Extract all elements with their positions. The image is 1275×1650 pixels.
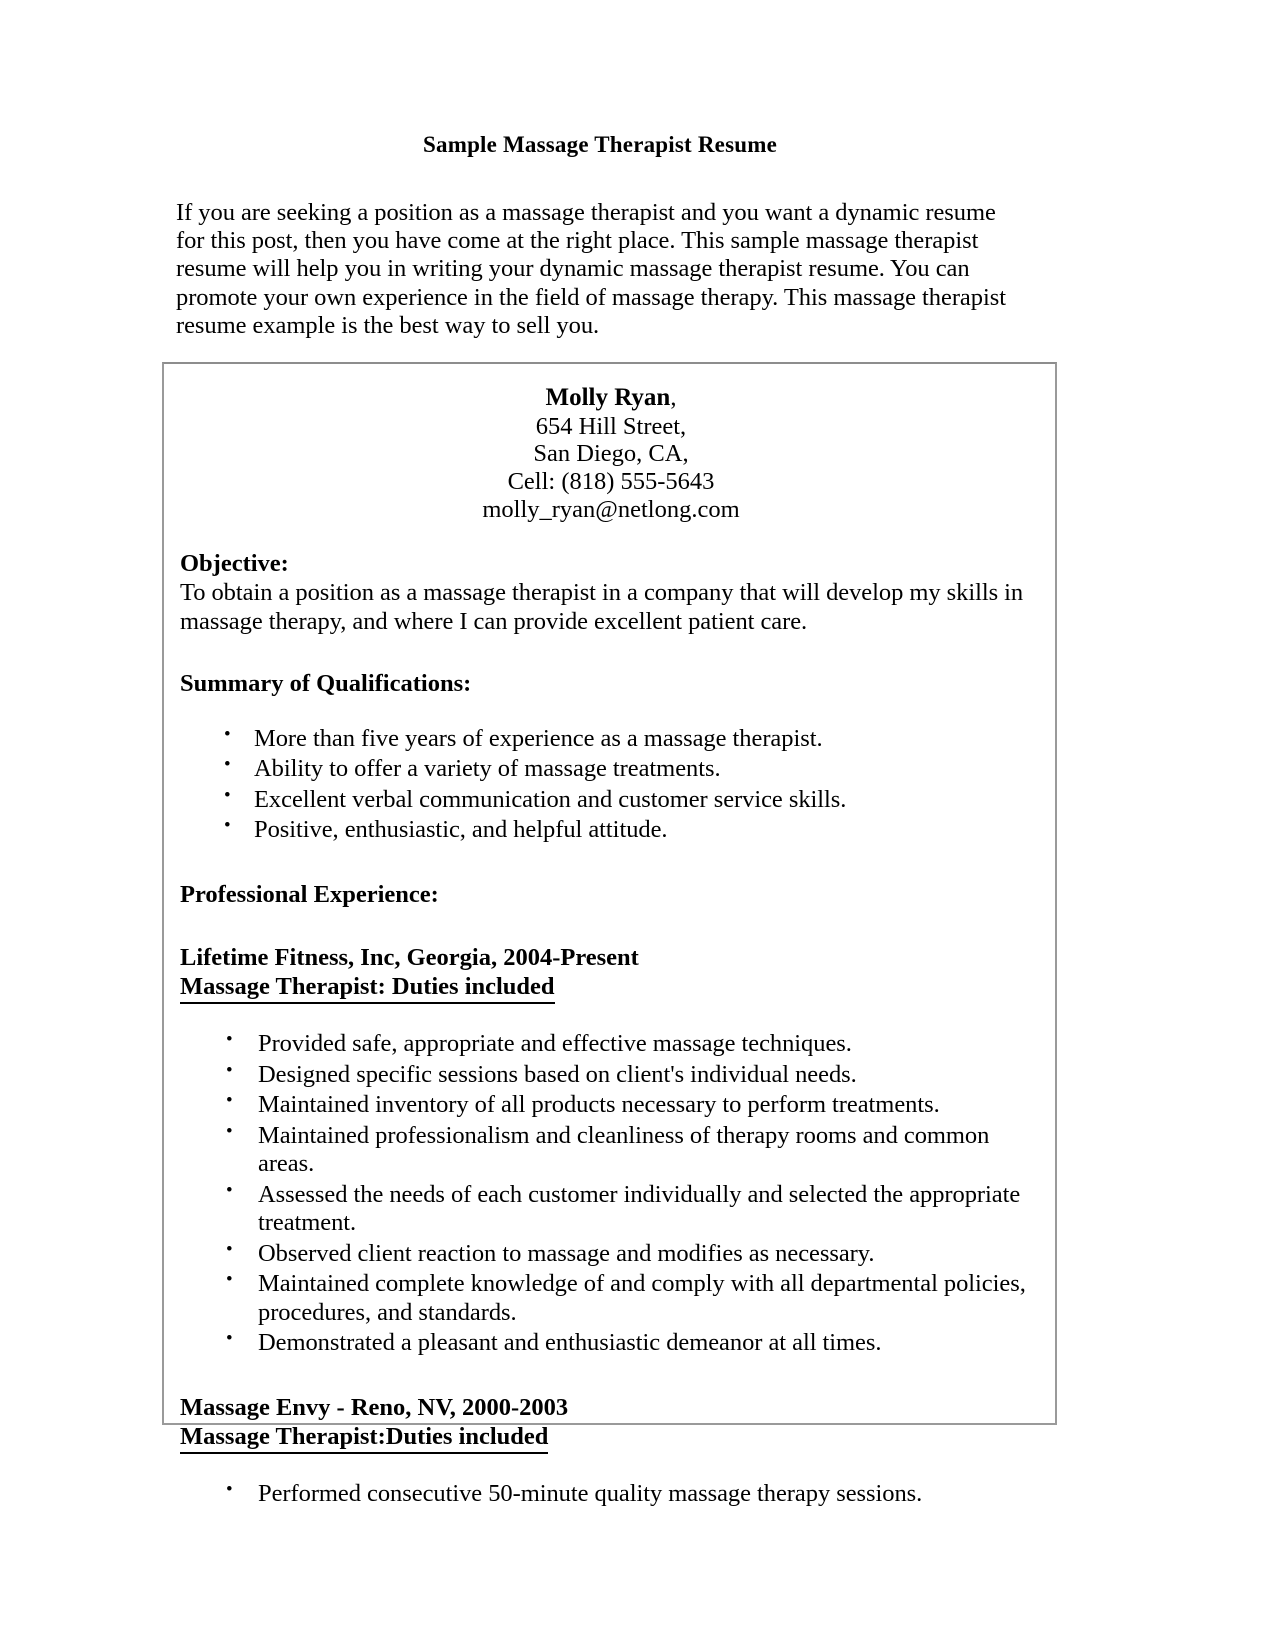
list-item: • More than five years of experience as a massage therapist. — [180, 725, 1042, 754]
contact-email: molly_ryan@netlong.com — [482, 496, 740, 524]
objective-heading: Objective: — [180, 550, 289, 578]
page-title: Sample Massage Therapist Resume — [423, 132, 777, 157]
contact-name-suffix: , — [670, 384, 677, 411]
list-item: • Observed client reaction to massage and modifies as necessary. — [180, 1240, 1042, 1269]
list-item: • Assessed the needs of each customer individually and selected the appropriate treatment. — [180, 1181, 1042, 1238]
list-item: • Performed consecutive 50-minute quality massage therapy sessions. — [180, 1480, 1042, 1509]
list-item: • Provided safe, appropriate and effective massage techniques. — [180, 1030, 1042, 1059]
resume-frame — [162, 362, 1057, 1508]
list-item: • Excellent verbal communication and customer service skills. — [180, 786, 1042, 815]
job-entry — [180, 944, 1042, 1358]
contact-street: 654 Hill Street, — [535, 412, 687, 440]
list-item: • Maintained complete knowledge of and comply with all departmental policies, procedures, and standards. — [180, 1270, 1042, 1327]
summary-section — [180, 670, 1042, 845]
summary-heading: Summary of Qualifications: — [180, 669, 472, 697]
list-item: • Positive, enthusiastic, and helpful attitude. — [180, 816, 1042, 845]
list-item: • Ability to offer a variety of massage treatments. — [180, 755, 1042, 784]
contact-name: Molly Ryan — [545, 384, 671, 411]
objective-text: To obtain a position as a massage therapist in a company that will develop my skills in massage therapy, and where I can provide excellent patient care. — [180, 579, 1024, 635]
job-role: Massage Therapist: Duties included — [180, 973, 555, 1005]
resume-content — [180, 374, 1042, 1511]
list-item: • Demonstrated a pleasant and enthusiastic demeanor at all times. — [180, 1329, 1042, 1358]
summary-list — [180, 725, 1042, 845]
contact-city-state: San Diego, CA, — [533, 440, 689, 468]
experience-section — [180, 881, 1042, 1509]
list-item: • Designed specific sessions based on client's individual needs. — [180, 1061, 1042, 1090]
list-item: • Maintained professionalism and cleanliness of therapy rooms and common areas. — [180, 1122, 1042, 1179]
list-item: • Maintained inventory of all products necessary to perform treatments. — [180, 1091, 1042, 1120]
job-role: Massage Therapist:Duties included — [180, 1423, 548, 1455]
intro-section — [176, 131, 1024, 341]
job-entry — [180, 1394, 1042, 1509]
job-duties-list — [180, 1030, 1042, 1358]
contact-block — [180, 384, 1042, 524]
job-duties-list — [180, 1480, 1042, 1509]
experience-heading: Professional Experience: — [180, 880, 439, 908]
job-company: Lifetime Fitness, Inc, Georgia, 2004-Present — [180, 943, 639, 971]
contact-name-line — [180, 384, 1042, 413]
job-company: Massage Envy - Reno, NV, 2000-2003 — [180, 1394, 569, 1421]
objective-section — [180, 550, 1042, 636]
intro-paragraph: If you are seeking a position as a massage therapist and you want a dynamic resume for this post, then you have come at the right place. This sample massage therapist resume will help you in writing your dynamic massage therapist resume. You can promote your own experience in the field of massage therapy. This massage therapist resume example is the best way to sell you. — [176, 198, 1006, 340]
contact-phone: Cell: (818) 555-5643 — [507, 468, 715, 496]
